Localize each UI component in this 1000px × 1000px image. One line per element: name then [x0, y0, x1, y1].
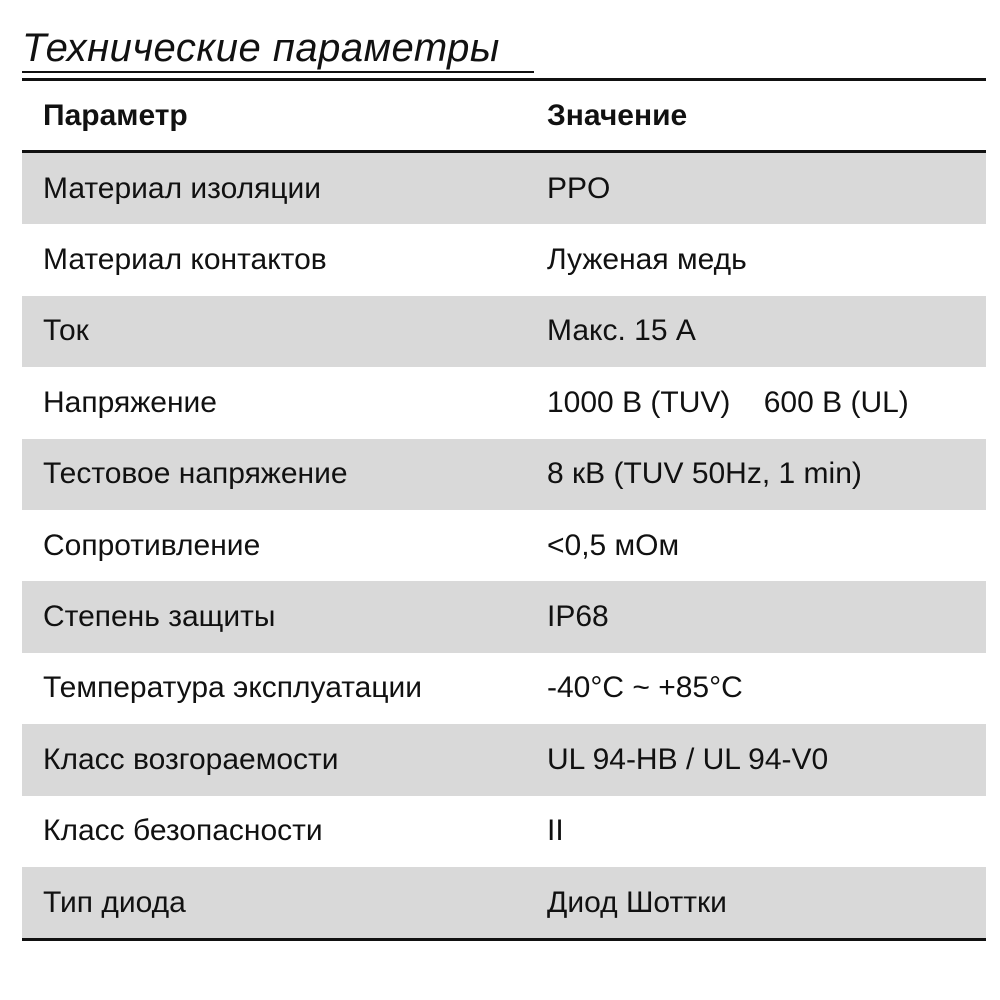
value-cell: Луженая медь [547, 243, 747, 277]
value-cell: Диод Шоттки [547, 885, 727, 919]
page-title-wrap [22, 22, 500, 74]
value-cell: UL 94-HB / UL 94-V0 [547, 742, 829, 776]
title-underline [22, 71, 534, 73]
table-row [22, 510, 986, 581]
table-row [22, 581, 986, 652]
table-row [22, 796, 986, 867]
spec-table [22, 81, 986, 941]
param-cell: Температура эксплуатации [43, 671, 423, 705]
value-cell: <0,5 мОм [547, 528, 680, 562]
param-cell: Ток [43, 314, 89, 348]
table-row [22, 439, 986, 510]
param-cell: Напряжение [43, 385, 217, 419]
table-row [22, 224, 986, 295]
header-param: Параметр [43, 98, 188, 132]
table-header-row [22, 81, 986, 153]
param-cell: Тип диода [43, 885, 186, 919]
table-row [22, 153, 986, 224]
value-cell: PPO [547, 171, 611, 205]
table-row [22, 653, 986, 724]
param-cell: Класс возгораемости [43, 742, 339, 776]
header-value: Значение [547, 98, 688, 132]
value-cell: II [547, 814, 564, 848]
value-cell: IP68 [547, 600, 609, 634]
param-cell: Сопротивление [43, 528, 261, 562]
param-cell: Материал изоляции [43, 171, 322, 205]
param-cell: Класс безопасности [43, 814, 323, 848]
value-cell: 1000 В (TUV) 600 В (UL) [547, 385, 909, 419]
table-row [22, 867, 986, 938]
param-cell: Тестовое напряжение [43, 457, 348, 491]
param-cell: Материал контактов [43, 243, 327, 277]
table-row [22, 296, 986, 367]
value-cell: 8 кВ (TUV 50Hz, 1 min) [547, 457, 862, 491]
value-cell: Макс. 15 А [547, 314, 696, 348]
table-row [22, 724, 986, 795]
value-cell: -40°C ~ +85°C [547, 671, 743, 705]
table-bottom-rule [22, 938, 986, 941]
page-title: Технические параметры [22, 26, 500, 70]
param-cell: Степень защиты [43, 600, 276, 634]
table-row [22, 367, 986, 438]
